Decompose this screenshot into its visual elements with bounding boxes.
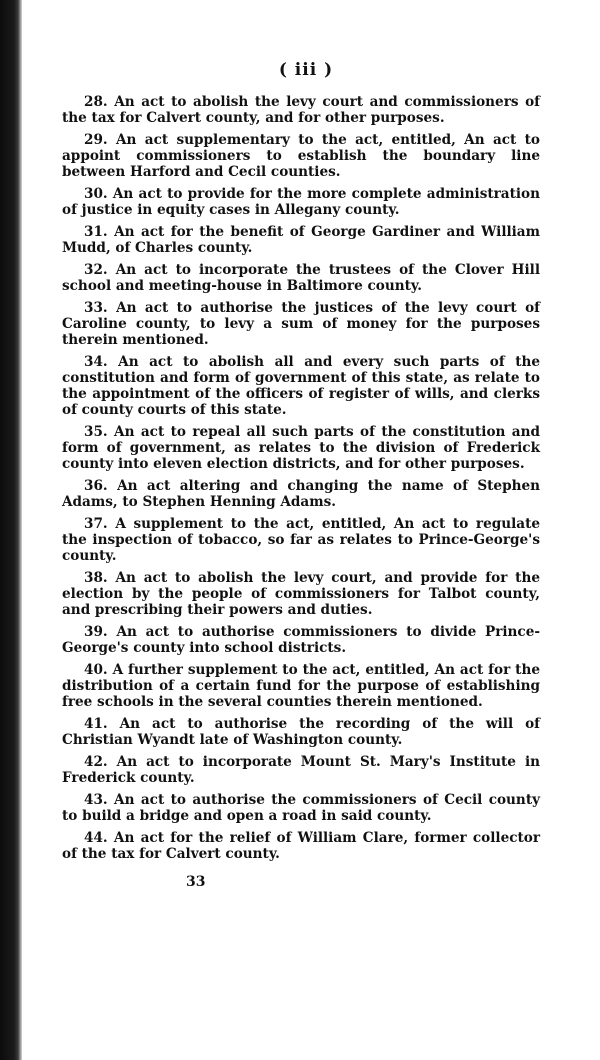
act-number: 41. <box>84 716 108 732</box>
act-title: An act to incorporate the trustees of the Clover Hill school and meeting-house in Baltimore county. <box>62 262 541 294</box>
act-title: A further supplement to the act, entitled, An act for the distribution of a certain fund for the purpose of establishing free schools in the several counties therein mentioned. <box>62 662 540 710</box>
act-entry <box>62 792 540 824</box>
act-title: An act to authorise the justices of the levy court of Caroline county, to levy a sum of money for the purposes therein mentioned. <box>62 300 540 348</box>
act-entry <box>62 478 540 510</box>
entry-list <box>62 94 540 862</box>
act-number: 36. <box>84 478 108 494</box>
act-number: 33. <box>84 300 108 316</box>
act-number: 44. <box>84 830 108 846</box>
act-entry <box>62 94 540 126</box>
act-entry <box>62 716 540 748</box>
act-number: 38. <box>84 570 108 586</box>
act-title: An act to abolish the levy court and commissioners of the tax for Calvert county, and for other purposes. <box>62 94 540 126</box>
document-page <box>62 60 540 890</box>
act-title: An act altering and changing the name of Stephen Adams, to Stephen Henning Adams. <box>62 478 540 510</box>
act-number: 37. <box>84 516 108 532</box>
act-title: An act to abolish the levy court, and provide for the election by the people of commissioners for Talbot county, and prescribing their powers and duties. <box>62 570 540 618</box>
act-title: An act for the relief of William Clare, former collector of the tax for Calvert county. <box>62 830 541 862</box>
act-entry <box>62 662 540 710</box>
act-number: 30. <box>84 186 108 202</box>
signature-mark: 33 <box>186 874 206 890</box>
act-number: 29. <box>84 132 108 148</box>
act-title: An act to repeal all such parts of the constitution and form of government, as relates to the division of Frederick county into eleven election districts, and for other purposes. <box>62 424 540 472</box>
act-entry <box>62 516 540 564</box>
act-title: An act to authorise the commissioners of Cecil county to build a bridge and open a road in said county. <box>62 792 540 824</box>
act-title: An act for the benefit of George Gardiner and William Mudd, of Charles county. <box>62 224 541 256</box>
act-entry <box>62 624 540 656</box>
act-entry <box>62 354 540 418</box>
act-number: 31. <box>84 224 108 240</box>
act-title: An act to provide for the more complete administration of justice in equity cases in Allegany county. <box>62 186 541 218</box>
act-number: 43. <box>84 792 108 808</box>
act-entry <box>62 262 540 294</box>
act-number: 34. <box>84 354 108 370</box>
act-title: An act to incorporate Mount St. Mary's Institute in Frederick county. <box>62 754 540 786</box>
act-title: An act to authorise commissioners to divide Prince-George's county into school districts. <box>62 624 541 656</box>
act-entry <box>62 132 540 180</box>
act-title: An act to authorise the recording of the will of Christian Wyandt late of Washington county. <box>62 716 540 748</box>
act-title: An act to abolish all and every such parts of the constitution and form of government of this state, as relate to the appointment of the officers of register of wills, and clerks of county courts of this state. <box>62 354 541 418</box>
act-entry <box>62 186 540 218</box>
act-title: A supplement to the act, entitled, An act to regulate the inspection of tobacco, so far as relates to Prince-George's county. <box>62 516 541 564</box>
act-entry <box>62 754 540 786</box>
act-number: 28. <box>84 94 108 110</box>
act-title: An act supplementary to the act, entitled, An act to appoint commissioners to establish the boundary line between Harford and Cecil counties. <box>62 132 540 180</box>
page-header: ( iii ) <box>278 60 334 80</box>
act-number: 32. <box>84 262 108 278</box>
act-number: 39. <box>84 624 108 640</box>
act-entry <box>62 300 540 348</box>
act-number: 40. <box>84 662 108 678</box>
act-number: 42. <box>84 754 108 770</box>
act-entry <box>62 424 540 472</box>
book-binding-edge <box>0 0 22 1060</box>
act-entry <box>62 830 540 862</box>
act-number: 35. <box>84 424 108 440</box>
act-entry <box>62 224 540 256</box>
act-entry <box>62 570 540 618</box>
